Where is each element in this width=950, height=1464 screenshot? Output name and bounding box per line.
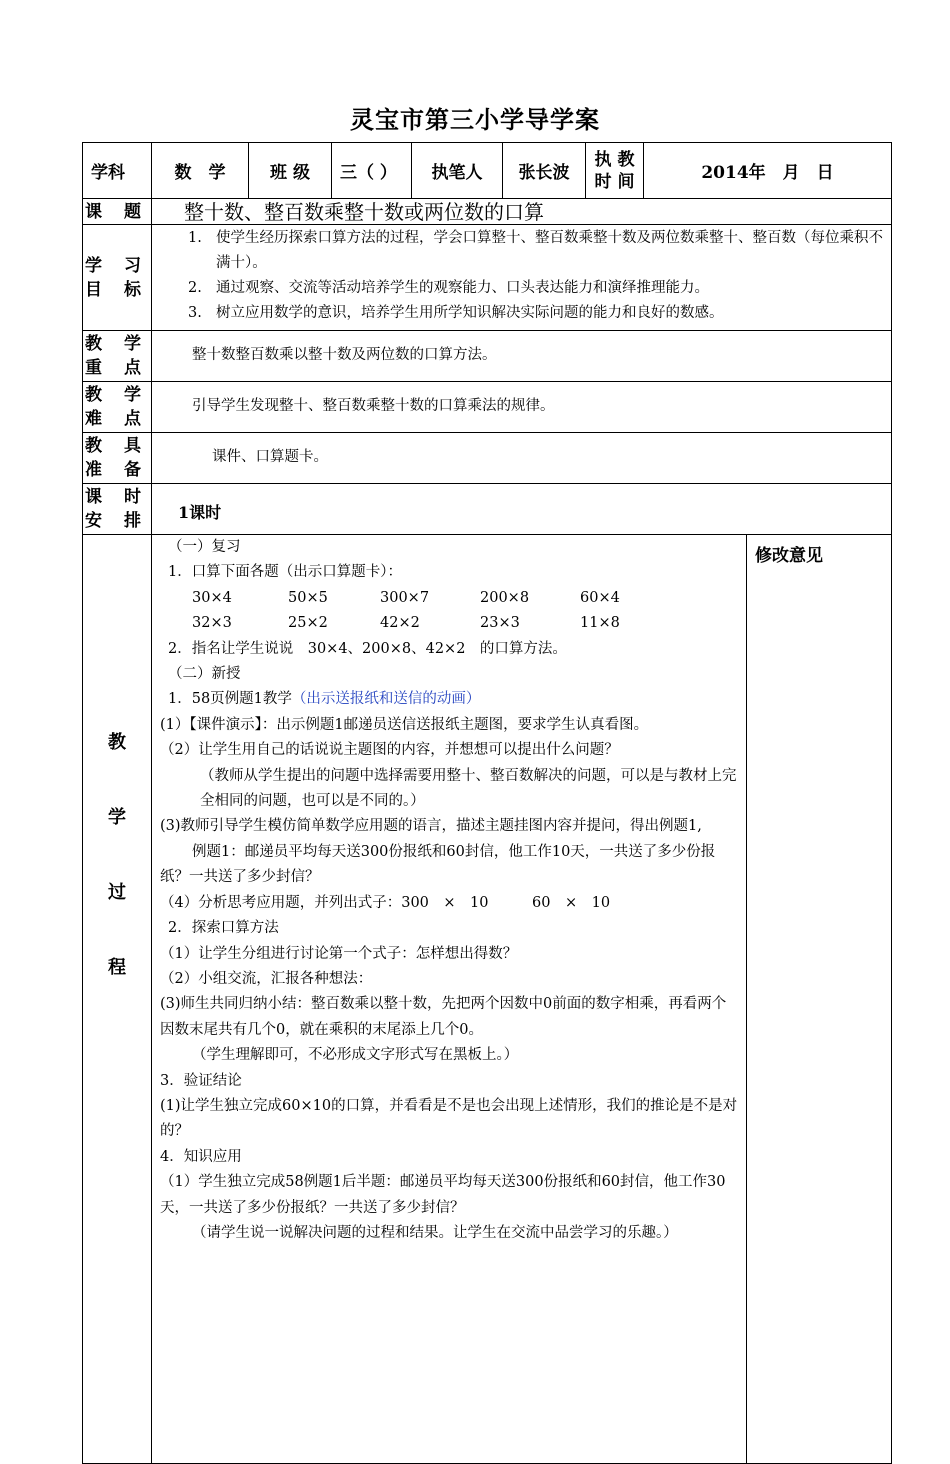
apply-item-1-note: （请学生说一说解决问题的过程和结果。让学生在交流中品尝学习的乐趣。） — [192, 1224, 678, 1241]
goal-item: 1. 使学生经历探索口算方法的过程，学会口算整十、整百数乘整十数及两位数乘整十、整百数（每位乘积不满十）。 — [188, 229, 883, 271]
class-label: 班 级 — [249, 143, 332, 199]
drill-cell: 25×2 — [288, 615, 328, 632]
process-content — [152, 535, 747, 1464]
tools-value: 课件、口算题卡。 — [152, 433, 892, 484]
explore-item-1: （1）让学生分组进行讨论第一个式子：怎样想出得数？ — [160, 945, 518, 962]
example-text: 例题1：邮递员平均每天送300份报纸和60封信，他工作10天，一共送了多少份报纸？一共送了多少封信？ — [160, 843, 716, 886]
apply-item-1: （1）学生独立完成58例题1后半题：邮递员平均每天送300份报纸和60封信，他工作30天，一共送了多少份报纸？一共送了多少封信？ — [160, 1174, 726, 1216]
drill-cell: 23×3 — [480, 615, 520, 632]
step-3: (3)教师引导学生模仿简单数学应用题的语言，描述主题挂图内容并提问，得出例题1, — [160, 818, 702, 835]
process-row — [83, 535, 892, 1464]
drill-cell: 11×8 — [580, 615, 620, 632]
goals-row — [83, 225, 892, 331]
review-item-2: 2．指名让学生说说 30×4、200×8、42×2 的口算方法。 — [168, 640, 567, 657]
schedule-row — [83, 484, 892, 535]
animation-note: （出示送报纸和送信的动画） — [291, 691, 481, 708]
step-2: （2）让学生用自己的话说说主题图的内容，并想想可以提出什么问题？ — [160, 742, 619, 759]
difficulties-label-line2: 难 点 — [85, 409, 149, 429]
process-label-char: 学 — [108, 807, 126, 828]
subject-label: 学科 — [83, 143, 152, 199]
drill-cell: 32×3 — [192, 615, 232, 632]
explore-item-3: (3)师生共同归纳小结：整百数乘以整十数，先把两个因数中0前面的数字相乘，再看两个因数末尾共有几个0，就在乘积的末尾添上几个0。 — [160, 996, 727, 1038]
verify-title: 3．验证结论 — [160, 1072, 242, 1089]
review-title: （一）复习 — [168, 539, 241, 555]
goals-content — [152, 225, 892, 331]
lesson-plan-table — [82, 142, 892, 1464]
apply-title: 4．知识应用 — [160, 1148, 242, 1165]
drill-cell: 50×5 — [288, 589, 328, 606]
schedule-label-line2: 安 排 — [85, 511, 149, 531]
drill-cell: 30×4 — [192, 589, 232, 606]
step-1: (1）【课件演示】：出示例题1邮递员送信送报纸主题图，要求学生认真看图。 — [160, 716, 649, 733]
difficulties-value: 引导学生发现整十、整百数乘整十数的口算乘法的规律。 — [152, 382, 892, 433]
drill-row — [160, 586, 740, 611]
drill-cell: 42×2 — [380, 615, 420, 632]
topic-row — [83, 199, 892, 225]
difficulties-label-line1: 教 学 — [85, 385, 149, 405]
explore-item-3-note: （学生理解即可，不必形成文字形式写在黑板上。） — [192, 1047, 519, 1064]
teaching-time-label-line1: 执 教 — [594, 149, 635, 170]
key-points-label — [83, 331, 152, 382]
schedule-label-line1: 课 时 — [85, 487, 149, 507]
document-title: 灵宝市第三小学导学案 — [350, 105, 600, 134]
teaching-time-label-line2: 时 间 — [594, 171, 635, 192]
topic-value: 整十数、整百数乘整十数或两位数的口算 — [152, 199, 892, 225]
tools-label-line1: 教 具 — [85, 436, 149, 456]
process-label-char: 过 — [108, 882, 126, 903]
teaching-time-label — [586, 143, 644, 199]
tools-row — [83, 433, 892, 484]
step-4: （4）分析思考应用题，并列出式子：300 × 10 60 × 10 — [160, 894, 611, 911]
process-label — [83, 535, 152, 1464]
header-row — [83, 143, 892, 199]
drill-cell: 200×8 — [480, 589, 530, 606]
verify-item-1: (1)让学生独立完成60×10的口算，并看看是不是也会出现上述情形，我们的推论是不是对的？ — [160, 1097, 738, 1140]
tools-label-line2: 准 备 — [85, 460, 149, 480]
drill-row — [160, 611, 740, 636]
process-label-char: 程 — [108, 957, 126, 978]
schedule-label — [83, 484, 152, 535]
explore-item-2: （2）小组交流，汇报各种想法： — [160, 970, 373, 987]
revision-notes-header: 修改意见 — [747, 535, 892, 1464]
step-2-note: （教师从学生提出的问题中选择需要用整十、整百数解决的问题，可以是与教材上完全相同的问题，也可以是不同的。） — [200, 767, 737, 810]
key-points-row — [83, 331, 892, 382]
date-value: 2014年 月 日 — [644, 143, 892, 199]
class-value: 三（ ） — [332, 143, 412, 199]
example-intro: 1．58页例题1教学（出示送报纸和送信的动画） — [168, 691, 481, 708]
drill-cell: 300×7 — [380, 589, 430, 606]
new-lesson-title: （二）新授 — [168, 666, 241, 683]
subject-value: 数 学 — [152, 143, 249, 199]
goals-label-line1: 学 习 — [85, 255, 149, 276]
schedule-value: 1课时 — [152, 484, 892, 535]
goal-item: 3. 树立应用数学的意识，培养学生用所学知识解决实际问题的能力和良好的数感。 — [188, 304, 724, 321]
key-points-value: 整十数整百数乘以整十数及两位数的口算方法。 — [152, 331, 892, 382]
drill-cell: 60×4 — [580, 589, 620, 606]
process-label-char: 教 — [108, 732, 126, 753]
goals-label — [83, 225, 152, 331]
author-value: 张长波 — [503, 143, 586, 199]
key-points-label-line1: 教 学 — [85, 334, 149, 354]
topic-label: 课 题 — [83, 199, 152, 225]
review-item-1: 1．口算下面各题（出示口算题卡）： — [168, 564, 402, 581]
tools-label — [83, 433, 152, 484]
goals-label-line2: 目 标 — [85, 279, 149, 300]
author-label: 执笔人 — [412, 143, 503, 199]
goal-item: 2. 通过观察、交流等活动培养学生的观察能力、口头表达能力和演绎推理能力。 — [188, 279, 709, 296]
difficulties-label — [83, 382, 152, 433]
difficulties-row — [83, 382, 892, 433]
key-points-label-line2: 重 点 — [85, 358, 149, 378]
explore-title: 2．探索口算方法 — [168, 920, 279, 937]
